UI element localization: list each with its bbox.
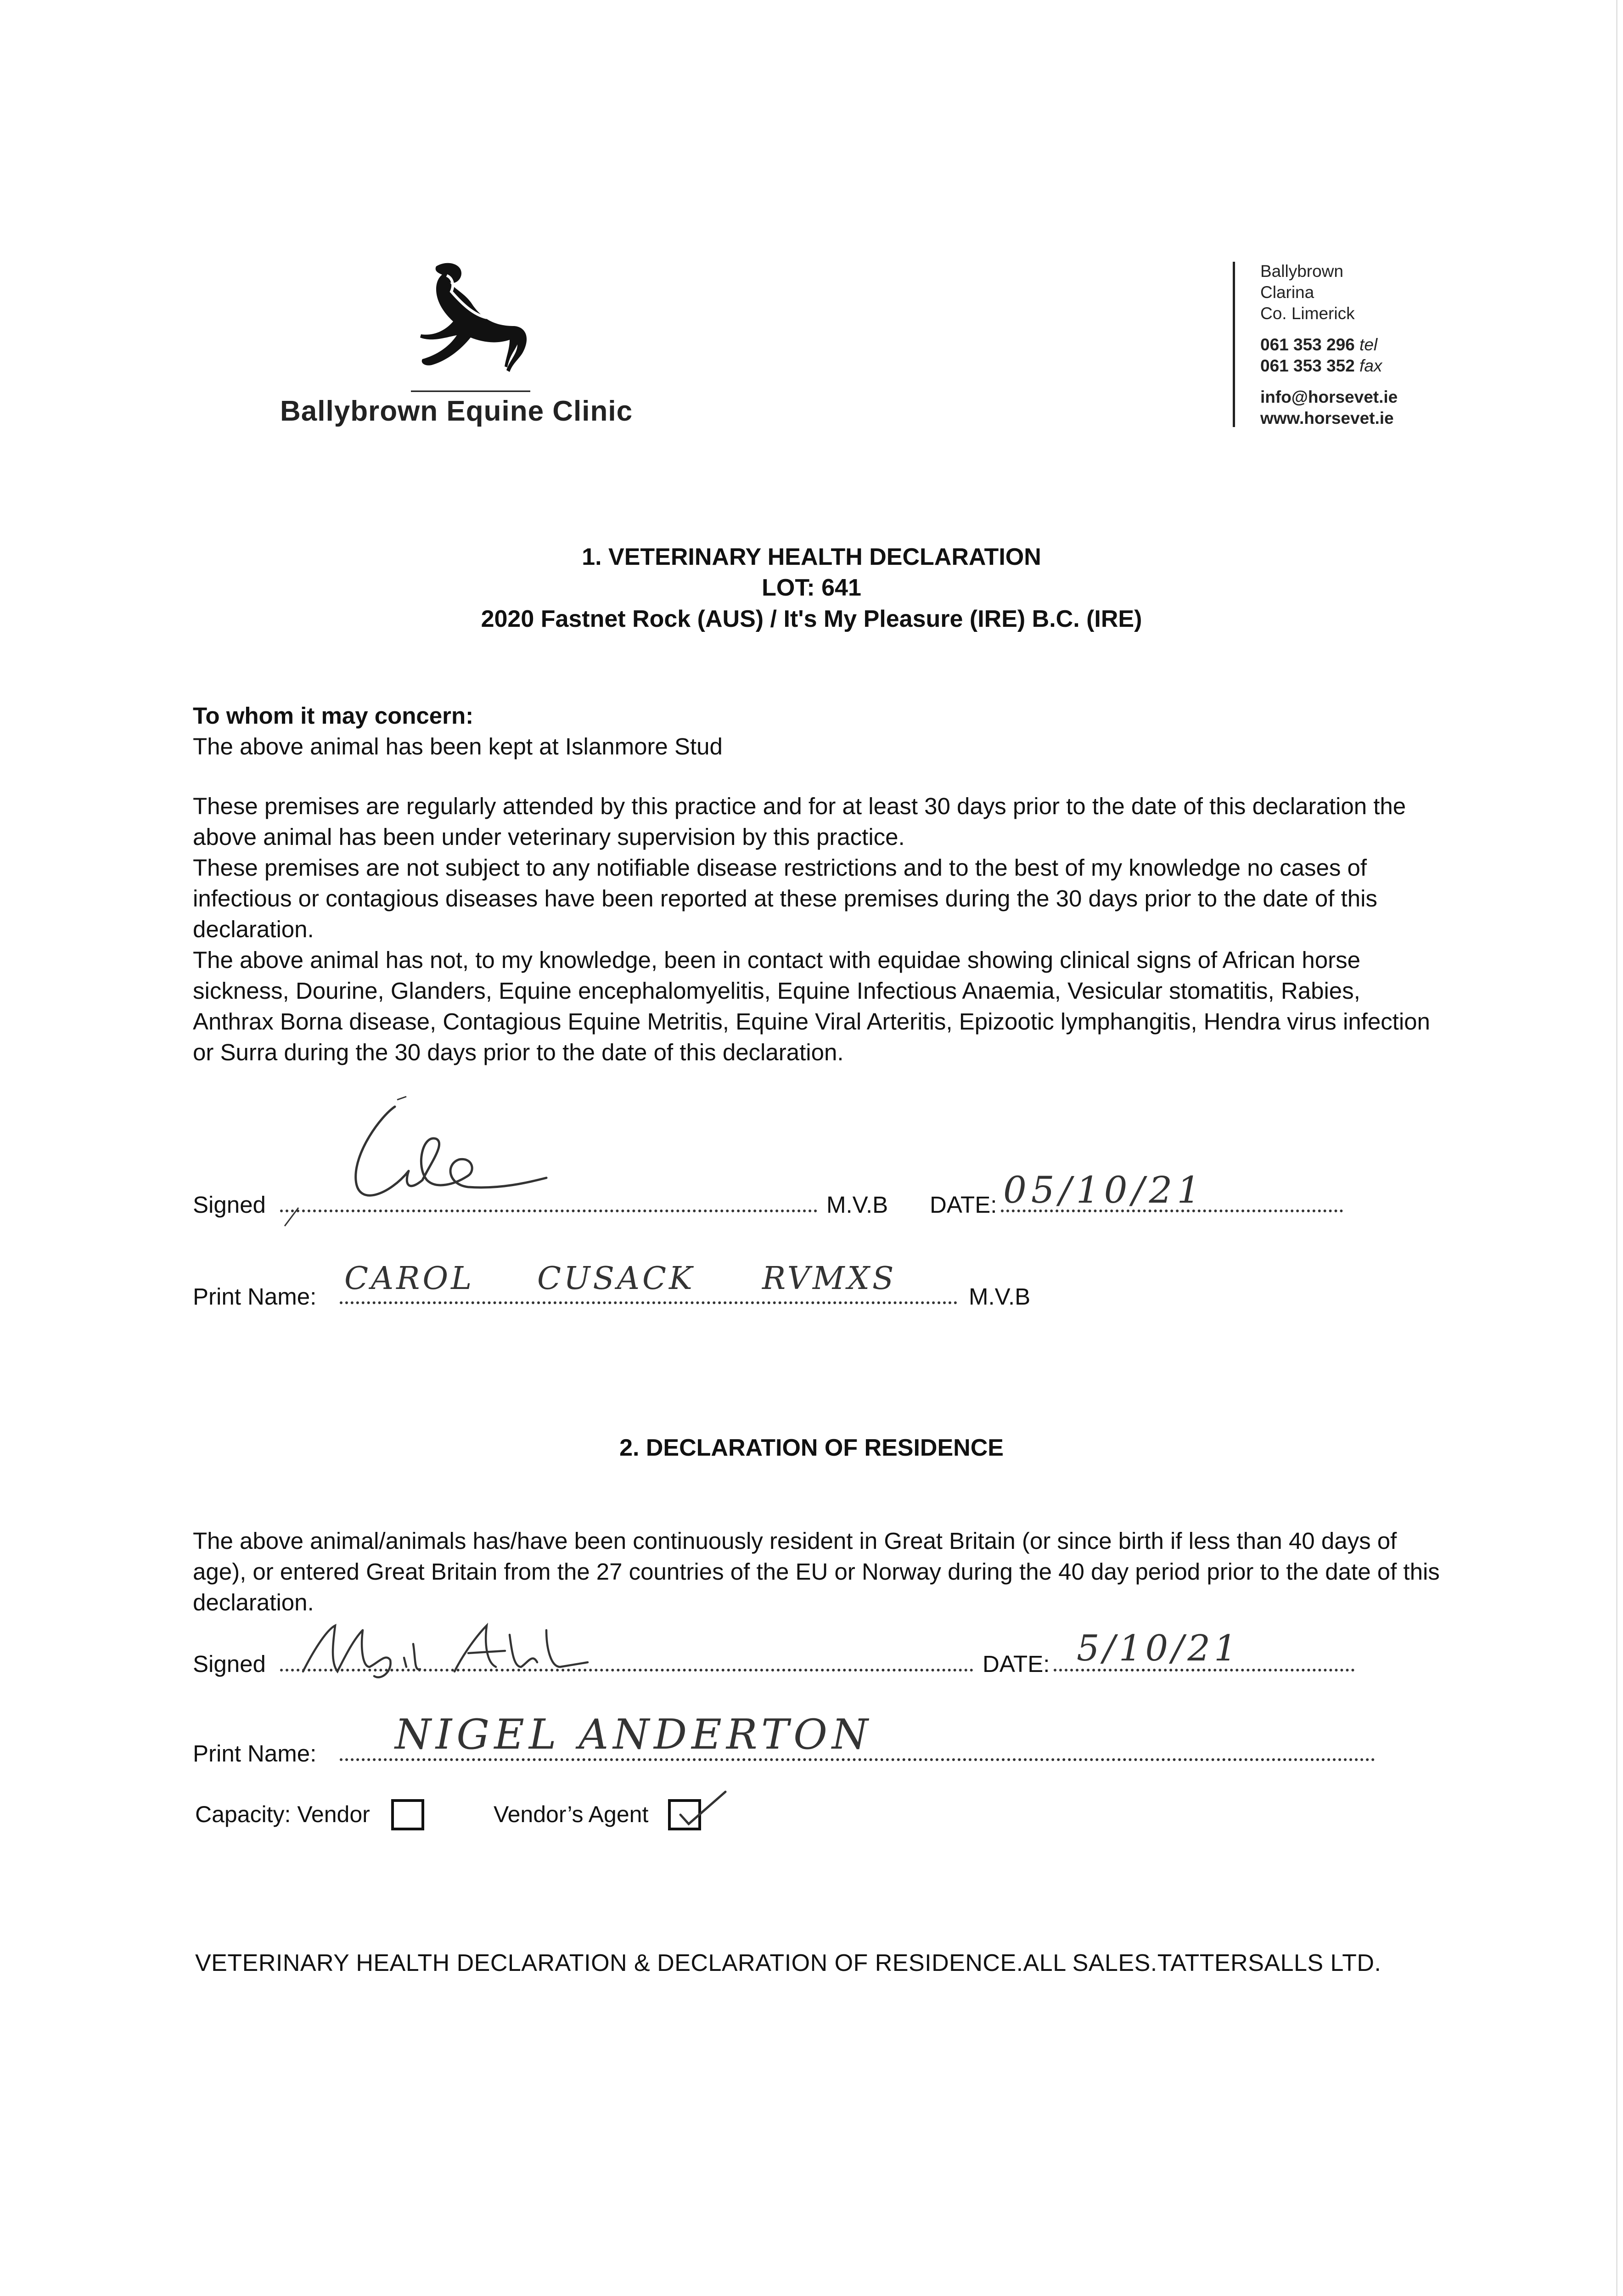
vet-signed-label: Signed — [193, 1192, 266, 1218]
vendor-date-handwritten: 5/10/21 — [1077, 1628, 1241, 1669]
vet-print-mvb-label: M.V.B — [969, 1283, 1031, 1310]
footer-text: VETERINARY HEALTH DECLARATION & DECLARATION OF RESIDENCE.ALL SALES.TATTERSALLS LTD. — [195, 1950, 1382, 1976]
vet-print-name-line[interactable] — [340, 1296, 957, 1304]
tel-line — [1260, 334, 1453, 355]
section1-title: 1. VETERINARY HEALTH DECLARATION — [582, 544, 1041, 570]
horse-description: 2020 Fastnet Rock (AUS) / It's My Pleasure (IRE) B.C. (IRE) — [481, 606, 1142, 632]
fax-label: fax — [1359, 356, 1382, 375]
vet-print-name-part-2: CUSACK — [537, 1261, 695, 1297]
clinic-address-block — [1260, 261, 1453, 429]
vet-date-handwritten: 05/10/21 — [1003, 1169, 1205, 1211]
vendors-agent-label: Vendor’s Agent — [494, 1801, 649, 1827]
capacity-vendor-label: Capacity: Vendor — [195, 1801, 370, 1827]
horse-logo-icon — [393, 257, 539, 395]
declaration-paragraph-3: The above animal has not, to my knowledge, been in contact with equidae showing clinical signs of African horse sickness, Dourine, Glanders, Equine encephalomyelitis, Equine Infectious Anaemia, Vesicular stomatitis, Rabies, Anthrax Borna disease, Contagious Equine Metritis, Equine Viral Arteritis, Epizootic lymphangitis, Hendra virus infection or Surra during the 30 days prior to the date of this declaration. — [193, 947, 1430, 1065]
vet-date-label: DATE: — [930, 1192, 997, 1218]
vet-print-name-part-3: RVMXS — [762, 1261, 897, 1297]
kept-at-text: The above animal has been kept at Islanmore Stud — [193, 733, 723, 760]
vendor-signature — [294, 1616, 624, 1685]
vet-signature — [271, 1088, 620, 1244]
fax-number: 061 353 352 — [1260, 356, 1355, 375]
vendor-date-label: DATE: — [983, 1651, 1050, 1677]
section2-title: 2. DECLARATION OF RESIDENCE — [619, 1435, 1004, 1461]
vendor-print-name-label: Print Name: — [193, 1740, 317, 1767]
scan-edge-line — [1616, 0, 1617, 2296]
declaration-paragraph-1: These premises are regularly attended by this practice and for at least 30 days prior to the date of this declaration the above animal has been under veterinary supervision by this practice. — [193, 793, 1406, 850]
salutation: To whom it may concern: — [193, 703, 474, 729]
lot-number: LOT: 641 — [762, 574, 861, 601]
clinic-name: Ballybrown Equine Clinic — [280, 395, 633, 427]
vet-print-name-part-1: CAROL — [344, 1261, 475, 1297]
vendor-signed-label: Signed — [193, 1651, 266, 1677]
vendor-checkbox[interactable] — [391, 1799, 424, 1830]
tel-label: tel — [1359, 335, 1378, 354]
vet-mvb-label: M.V.B — [826, 1192, 888, 1218]
address-line-3: Co. Limerick — [1260, 304, 1355, 323]
declaration-paragraph-2: These premises are not subject to any notifiable disease restrictions and to the best of my knowledge no cases of infectious or contagious diseases have been reported at these premises during the 30 days prior to the date of this declaration. — [193, 855, 1377, 942]
vendor-print-name-handwritten: NIGEL ANDERTON — [395, 1711, 873, 1759]
tel-number: 061 353 296 — [1260, 335, 1355, 354]
fax-line — [1260, 355, 1453, 377]
residence-paragraph: The above animal/animals has/have been continuously resident in Great Britain (or since birth if less than 40 days of age), or entered Great Britain from the 27 countries of the EU or Norway during the 40 day period prior to the date of this declaration. — [193, 1528, 1440, 1615]
checkmark-icon — [670, 1786, 730, 1837]
vet-print-name-label: Print Name: — [193, 1283, 317, 1310]
address-line-2: Clarina — [1260, 283, 1314, 302]
website-link[interactable]: www.horsevet.ie — [1260, 409, 1394, 428]
email-link[interactable]: info@horsevet.ie — [1260, 388, 1398, 406]
address-line-1: Ballybrown — [1260, 262, 1343, 281]
address-divider — [1233, 262, 1235, 427]
